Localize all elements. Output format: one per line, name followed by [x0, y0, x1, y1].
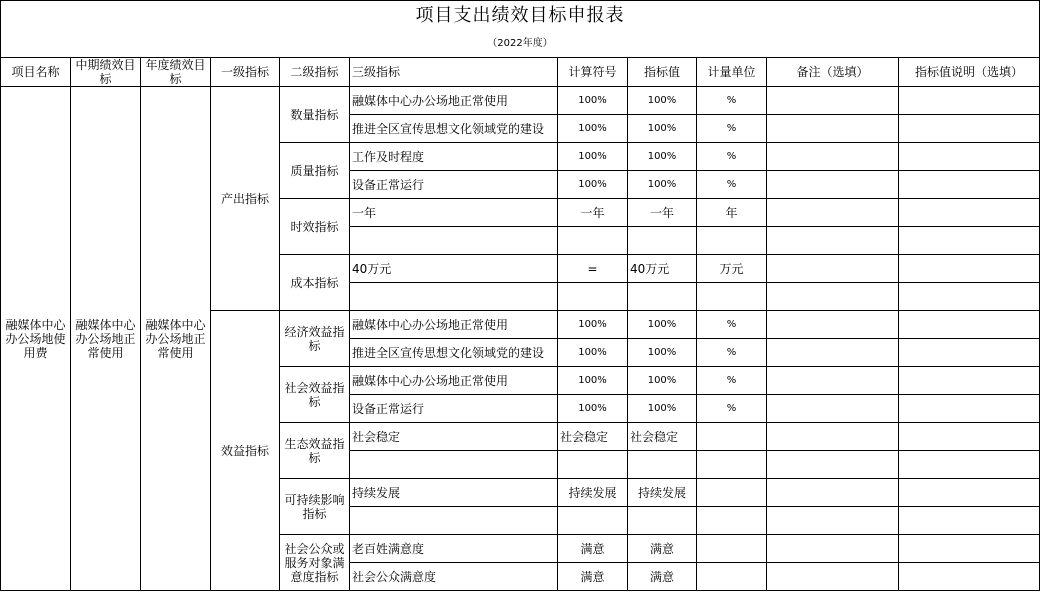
value-cell: 社会稳定: [628, 423, 697, 451]
calc-symbol-cell: 100%: [558, 115, 628, 143]
calc-symbol-cell: 持续发展: [558, 479, 628, 507]
value-note-cell: [899, 479, 1040, 507]
level3-cell: 推进全区宣传思想文化领域党的建设: [350, 339, 558, 367]
unit-cell: 万元: [697, 255, 767, 283]
value-note-cell: [899, 255, 1040, 283]
value-cell: 100%: [628, 171, 697, 199]
header-annual-goal: 年度绩效目标: [141, 58, 211, 87]
remark-cell: [767, 451, 899, 479]
unit-cell: %: [697, 115, 767, 143]
project-name-cell: 融媒体中心办公场地使用费: [1, 87, 71, 591]
level3-cell: 一年: [350, 199, 558, 227]
value-note-cell: [899, 143, 1040, 171]
level3-cell: 社会稳定: [350, 423, 558, 451]
remark-cell: [767, 423, 899, 451]
level3-cell: [350, 227, 558, 255]
level3-cell: 融媒体中心办公场地正常使用: [350, 87, 558, 115]
value-note-cell: [899, 451, 1040, 479]
level3-cell: 工作及时程度: [350, 143, 558, 171]
calc-symbol-cell: 100%: [558, 87, 628, 115]
unit-cell: [697, 507, 767, 535]
unit-cell: %: [697, 311, 767, 339]
level2-social: 社会效益指标: [280, 367, 350, 423]
value-cell: 40万元: [628, 255, 697, 283]
header-remark: 备注（选填）: [767, 58, 899, 87]
level3-cell: 设备正常运行: [350, 395, 558, 423]
value-note-cell: [899, 395, 1040, 423]
value-note-cell: [899, 367, 1040, 395]
value-cell: [628, 507, 697, 535]
remark-cell: [767, 339, 899, 367]
calc-symbol-cell: 满意: [558, 535, 628, 563]
remark-cell: [767, 199, 899, 227]
unit-cell: %: [697, 143, 767, 171]
value-note-cell: [899, 199, 1040, 227]
value-cell: 100%: [628, 311, 697, 339]
value-note-cell: [899, 227, 1040, 255]
value-note-cell: [899, 283, 1040, 311]
value-note-cell: [899, 563, 1040, 591]
remark-cell: [767, 311, 899, 339]
remark-cell: [767, 143, 899, 171]
remark-cell: [767, 283, 899, 311]
level3-cell: [350, 507, 558, 535]
level3-cell: 融媒体中心办公场地正常使用: [350, 311, 558, 339]
value-note-cell: [899, 115, 1040, 143]
header-value: 指标值: [628, 58, 697, 87]
header-unit: 计量单位: [697, 58, 767, 87]
level1-benefit: 效益指标: [211, 311, 280, 591]
value-cell: 100%: [628, 115, 697, 143]
calc-symbol-cell: 一年: [558, 199, 628, 227]
level2-satisfaction: 社会公众或服务对象满意度指标: [280, 535, 350, 591]
annual-goal-cell: 融媒体中心办公场地正常使用: [141, 87, 211, 591]
header-value-note: 指标值说明（选填）: [899, 58, 1040, 87]
header-level2: 二级指标: [280, 58, 350, 87]
form-title: 项目支出绩效目标申报表: [1, 1, 1040, 31]
level3-cell: 持续发展: [350, 479, 558, 507]
unit-cell: 年: [697, 199, 767, 227]
unit-cell: %: [697, 367, 767, 395]
value-cell: 100%: [628, 395, 697, 423]
level3-cell: [350, 283, 558, 311]
value-note-cell: [899, 339, 1040, 367]
header-level1: 一级指标: [211, 58, 280, 87]
calc-symbol-cell: 100%: [558, 395, 628, 423]
value-cell: [628, 451, 697, 479]
unit-cell: [697, 479, 767, 507]
calc-symbol-cell: [558, 451, 628, 479]
calc-symbol-cell: [558, 283, 628, 311]
level3-cell: [350, 451, 558, 479]
level3-cell: 社会公众满意度: [350, 563, 558, 591]
calc-symbol-cell: [558, 507, 628, 535]
remark-cell: [767, 227, 899, 255]
value-cell: 100%: [628, 87, 697, 115]
value-cell: [628, 227, 697, 255]
value-cell: 一年: [628, 199, 697, 227]
header-calc-symbol: 计算符号: [558, 58, 628, 87]
level3-cell: 40万元: [350, 255, 558, 283]
value-cell: 100%: [628, 367, 697, 395]
unit-cell: [697, 227, 767, 255]
remark-cell: [767, 395, 899, 423]
value-cell: 满意: [628, 535, 697, 563]
level3-cell: 老百姓满意度: [350, 535, 558, 563]
calc-symbol-cell: 满意: [558, 563, 628, 591]
unit-cell: %: [697, 339, 767, 367]
value-cell: 100%: [628, 339, 697, 367]
level2-ecological: 生态效益指标: [280, 423, 350, 479]
value-cell: [628, 283, 697, 311]
value-note-cell: [899, 171, 1040, 199]
remark-cell: [767, 255, 899, 283]
calc-symbol-cell: =: [558, 255, 628, 283]
calc-symbol-cell: 100%: [558, 367, 628, 395]
level2-cost: 成本指标: [280, 255, 350, 311]
unit-cell: [697, 535, 767, 563]
remark-cell: [767, 367, 899, 395]
level2-quantity: 数量指标: [280, 87, 350, 143]
value-note-cell: [899, 423, 1040, 451]
value-note-cell: [899, 311, 1040, 339]
level2-economic: 经济效益指标: [280, 311, 350, 367]
value-note-cell: [899, 535, 1040, 563]
header-project-name: 项目名称: [1, 58, 71, 87]
calc-symbol-cell: 100%: [558, 311, 628, 339]
header-level3: 三级指标: [350, 58, 558, 87]
level2-sustainable: 可持续影响指标: [280, 479, 350, 535]
remark-cell: [767, 171, 899, 199]
unit-cell: %: [697, 171, 767, 199]
remark-cell: [767, 479, 899, 507]
level3-cell: 推进全区宣传思想文化领域党的建设: [350, 115, 558, 143]
unit-cell: %: [697, 395, 767, 423]
level3-cell: 设备正常运行: [350, 171, 558, 199]
calc-symbol-cell: 社会稳定: [558, 423, 628, 451]
value-cell: 满意: [628, 563, 697, 591]
value-cell: 持续发展: [628, 479, 697, 507]
level2-timeliness: 时效指标: [280, 199, 350, 255]
unit-cell: [697, 563, 767, 591]
calc-symbol-cell: 100%: [558, 339, 628, 367]
level1-output: 产出指标: [211, 87, 280, 311]
form-year: （2022年度）: [1, 31, 1040, 58]
level2-quality: 质量指标: [280, 143, 350, 199]
unit-cell: [697, 283, 767, 311]
value-note-cell: [899, 507, 1040, 535]
unit-cell: [697, 451, 767, 479]
value-note-cell: [899, 87, 1040, 115]
remark-cell: [767, 563, 899, 591]
value-cell: 100%: [628, 143, 697, 171]
unit-cell: [697, 423, 767, 451]
mid-goal-cell: 融媒体中心办公场地正常使用: [71, 87, 141, 591]
remark-cell: [767, 115, 899, 143]
calc-symbol-cell: [558, 227, 628, 255]
remark-cell: [767, 535, 899, 563]
unit-cell: %: [697, 87, 767, 115]
level3-cell: 融媒体中心办公场地正常使用: [350, 367, 558, 395]
calc-symbol-cell: 100%: [558, 171, 628, 199]
calc-symbol-cell: 100%: [558, 143, 628, 171]
remark-cell: [767, 507, 899, 535]
remark-cell: [767, 87, 899, 115]
header-mid-goal: 中期绩效目标: [71, 58, 141, 87]
